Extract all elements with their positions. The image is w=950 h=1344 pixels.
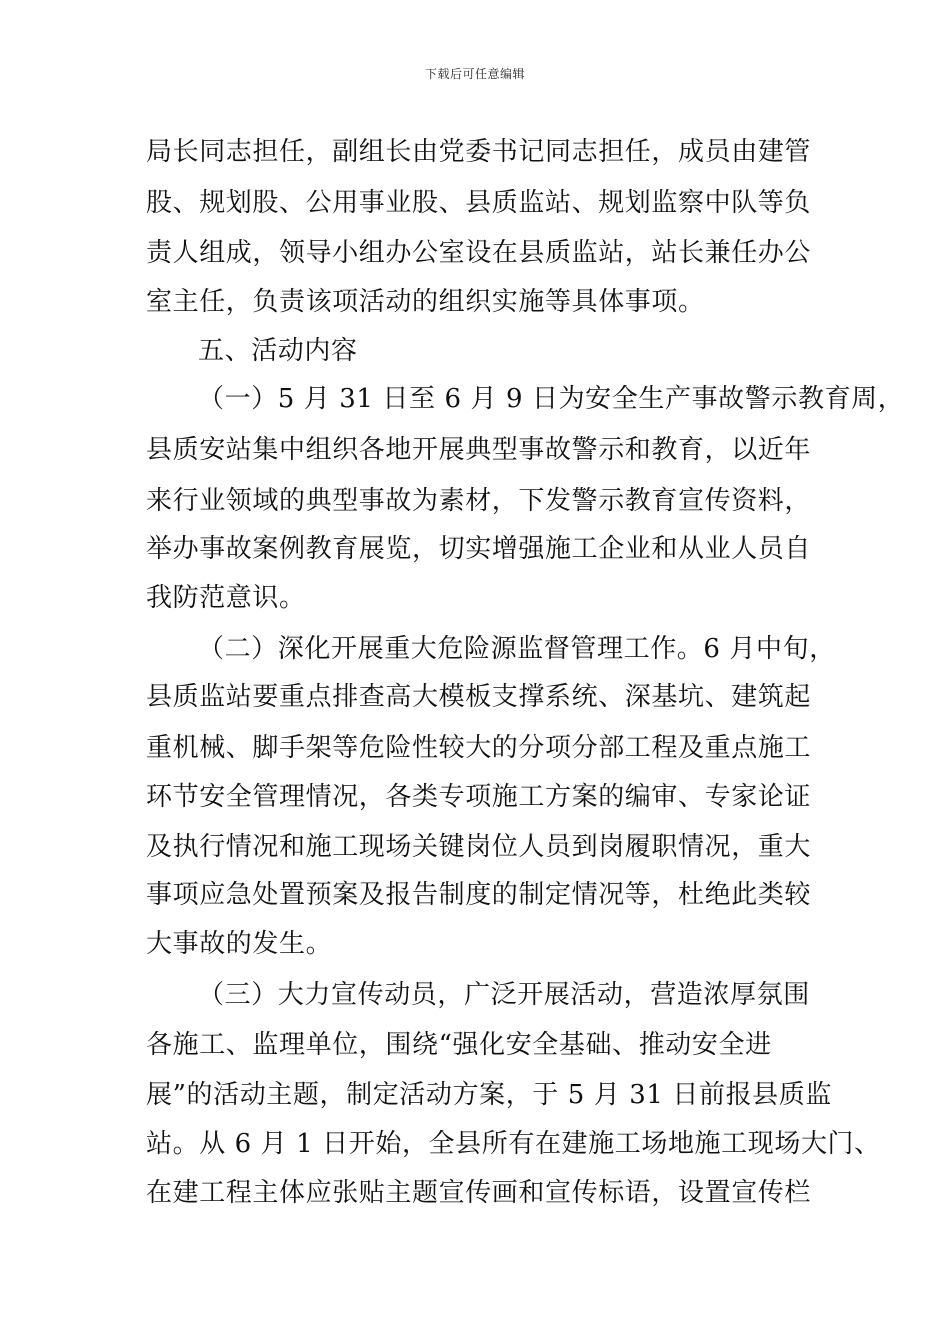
text-line: （一）5 月 31 日至 6 月 9 日为安全生产事故警示教育周， <box>198 384 905 414</box>
text-line: 局长同志担任，副组长由党委书记同志担任，成员由建管 <box>146 137 812 167</box>
text-line: 责人组成，领导小组办公室设在县质监站，站长兼任办公 <box>146 238 812 268</box>
text-line: 事项应急处置预案及报告制度的制定情况等，杜绝此类较 <box>146 880 812 910</box>
text-line: 重机械、脚手架等危险性较大的分项分部工程及重点施工 <box>146 733 812 763</box>
text-line: 各施工、监理单位，围绕“强化安全基础、推动安全进 <box>146 1030 772 1060</box>
text-line: 及执行情况和施工现场关键岗位人员到岗履职情况，重大 <box>146 832 812 862</box>
text-line: 站。从 6 月 1 日开始，全县所有在建施工场地施工现场大门、 <box>146 1129 881 1159</box>
text-line: 股、规划股、公用事业股、县质监站、规划监察中队等负 <box>146 188 812 218</box>
text-line: 大事故的发生。 <box>146 929 333 959</box>
text-line: （三）大力宣传动员，广泛开展活动，营造浓厚氛围 <box>198 980 810 1010</box>
text-line: 展”的活动主题，制定活动方案，于 5 月 31 日前报县质监 <box>146 1080 832 1110</box>
section-heading: 五、活动内容 <box>198 336 358 366</box>
text-line: 室主任，负责该项活动的组织实施等具体事项。 <box>146 287 705 317</box>
text-line: 环节安全管理情况，各类专项施工方案的编审、专家论证 <box>146 782 812 812</box>
text-line: 在建工程主体应张贴主题宣传画和宣传标语，设置宣传栏 <box>146 1178 812 1208</box>
text-line: 我防范意识。 <box>146 583 306 613</box>
text-line: （二）深化开展重大危险源监督管理工作。6 月中旬， <box>198 634 836 664</box>
text-line: 来行业领域的典型事故为素材，下发警示教育宣传资料， <box>146 486 812 516</box>
text-line: 举办事故案例教育展览，切实增强施工企业和从业人员自 <box>146 534 812 564</box>
text-line: 县质监站要重点排查高大模板支撑系统、深基坑、建筑起 <box>146 682 812 712</box>
text-line: 县质安站集中组织各地开展典型事故警示和教育，以近年 <box>146 435 812 465</box>
header-note: 下载后可任意编辑 <box>424 67 525 81</box>
